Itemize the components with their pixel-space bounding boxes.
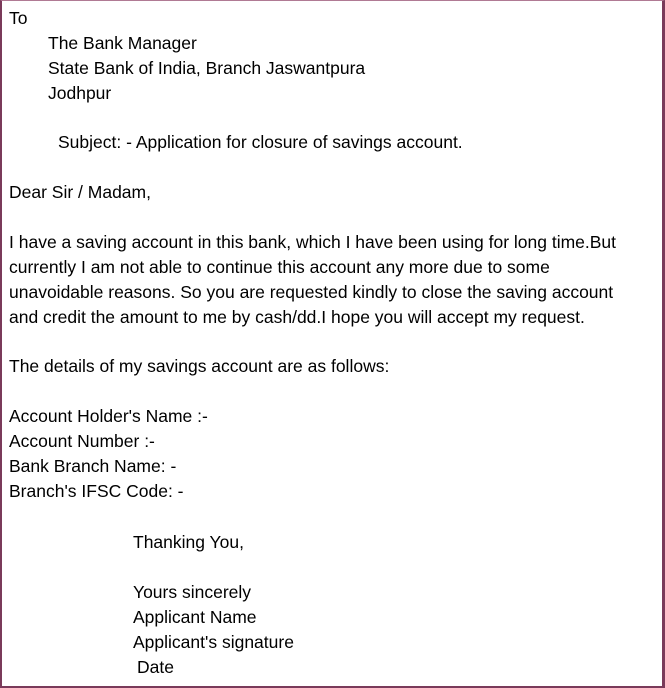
details-intro: The details of my savings account are as follows: — [9, 356, 390, 376]
closing-date: Date — [137, 657, 174, 677]
body-line-3: unavoidable reasons. So you are requested kindly to close the saving account — [9, 282, 614, 302]
salutation: Dear Sir / Madam, — [9, 182, 151, 202]
body-line-4: and credit the amount to me by cash/dd.I hope you will accept my request. — [9, 307, 585, 327]
detail-ifsc-code: Branch's IFSC Code: - — [9, 481, 184, 501]
body-line-1: I have a saving account in this bank, which I have been using for long time.But — [9, 232, 617, 252]
closing-sign-off: Yours sincerely — [133, 582, 252, 602]
body-line-2: currently I am not able to continue this account any more due to some — [9, 257, 550, 277]
detail-holder-name: Account Holder's Name :- — [9, 406, 208, 426]
subject-line: Subject: - Application for closure of savings account. — [58, 132, 463, 152]
detail-account-number: Account Number :- — [9, 431, 155, 451]
to-label: To — [9, 8, 28, 28]
recipient-line-1: The Bank Manager — [48, 33, 197, 53]
detail-branch-name: Bank Branch Name: - — [9, 456, 177, 476]
recipient-line-3: Jodhpur — [48, 83, 112, 103]
closing-thanks: Thanking You, — [133, 532, 244, 552]
closing-applicant-name: Applicant Name — [133, 607, 257, 627]
closing-signature: Applicant's signature — [133, 632, 294, 652]
recipient-line-2: State Bank of India, Branch Jaswantpura — [48, 58, 366, 78]
